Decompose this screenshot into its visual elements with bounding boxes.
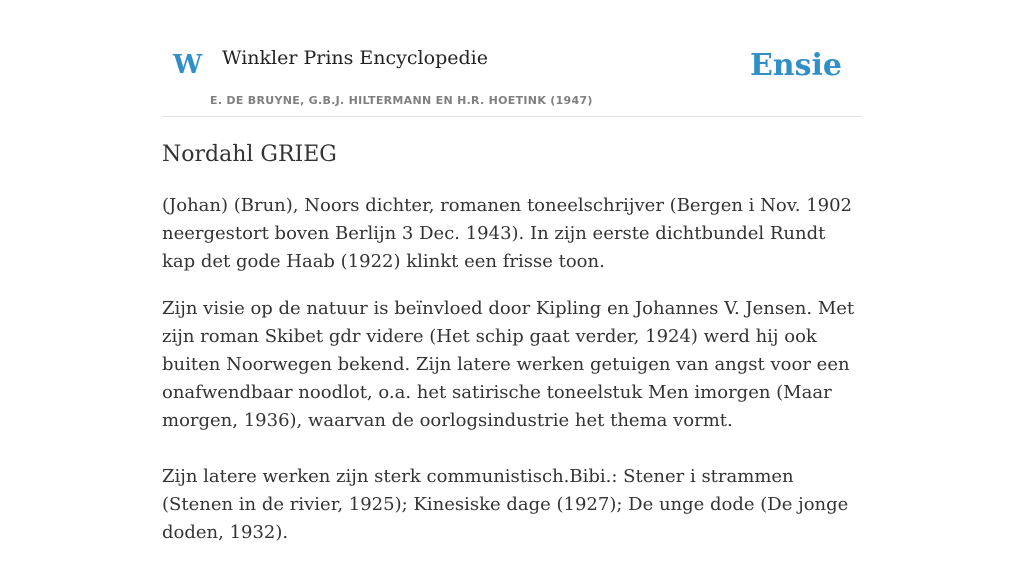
article-paragraph: (Johan) (Brun), Noors dichter, romanen toneelschrijver (Bergen i Nov. 1902 neergestort boven Berlijn 3 Dec. 1943). In zijn eerste dichtbundel Rundt kap det gode Haab (1922) klinkt een frisse toon. (162, 195, 853, 272)
article-paragraph: Zijn latere werken zijn sterk communistisch.Bibi.: Stener i strammen (Stenen in de rivier, 1925); Kinesiske dage (1927); De unge dode (De jonge doden, 1932). (162, 466, 849, 543)
page (162, 0, 862, 543)
article-paragraph: Zijn visie op de natuur is beïnvloed door Kipling en Johannes V. Jensen. Met zijn roman Skibet gdr videre (Het schip gaat verder, 1924) werd hij ook buiten Noorwegen bekend. Zijn latere werken getuigen van angst voor een onafwendbaar noodlot, o.a. het satirische toneelstuk Men imorgen (Maar morgen, 1936), waarvan de oorlogsindustrie het thema vormt. (162, 298, 855, 431)
article-title: Nordahl GRIEG (162, 142, 337, 167)
article-body (162, 192, 862, 566)
book-title[interactable]: Winkler Prins Encyclopedie (222, 47, 488, 69)
winkler-prins-logo[interactable]: W (173, 50, 203, 80)
site-header (162, 0, 862, 117)
book-authors: E. DE BRUYNE, G.B.J. HILTERMANN EN H.R. HOETINK (1947) (210, 94, 593, 107)
ensie-logo[interactable]: Ensie (749, 48, 842, 83)
